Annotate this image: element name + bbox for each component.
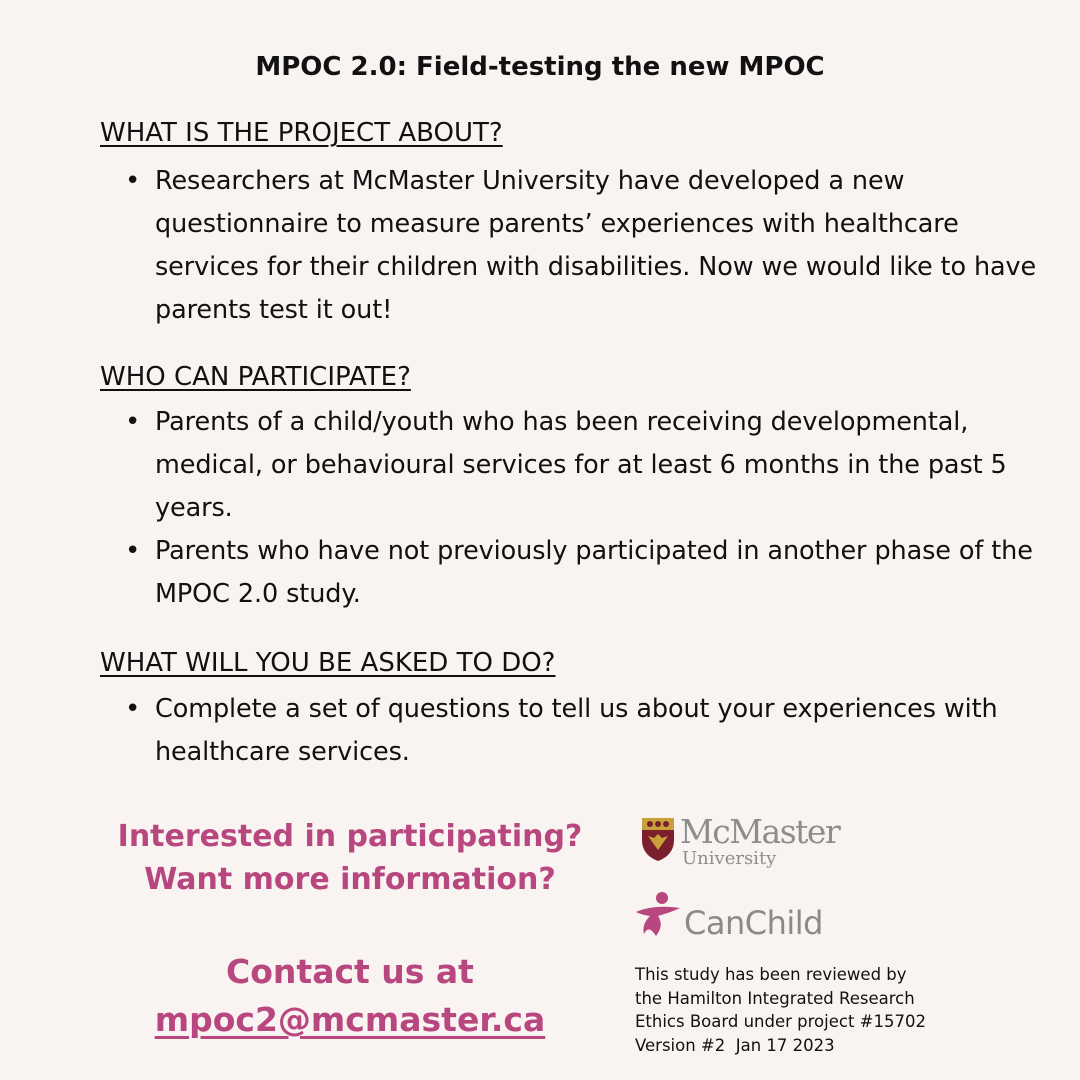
ethics-line: the Hamilton Integrated Research	[635, 988, 915, 1008]
canchild-logo	[632, 890, 842, 945]
email-link[interactable]: mpoc2@mcmaster.ca	[154, 1000, 546, 1039]
section-heading-participate: WHO CAN PARTICIPATE?	[100, 362, 411, 392]
participate-bullet-list	[125, 401, 1045, 616]
interest-prompt	[95, 815, 605, 901]
interest-line: Interested in participating?	[117, 819, 583, 854]
list-item: • Researchers at McMaster University have developed a new questionnaire to measure parents’ experiences with healthcare services for their children with disabilities. Now we would like to have parents test it out!	[125, 160, 1045, 332]
page-title: MPOC 2.0: Field-testing the new MPOC	[255, 52, 825, 82]
version-line: Version #2 Jan 17 2023	[635, 1035, 835, 1055]
ethics-line: This study has been reviewed by	[635, 965, 907, 984]
mcmaster-crest-icon	[640, 816, 676, 862]
canchild-figure-icon	[632, 890, 684, 940]
mcmaster-subtitle: University	[682, 848, 777, 869]
contact-block	[95, 948, 605, 1044]
section-heading-project: WHAT IS THE PROJECT ABOUT?	[100, 118, 503, 148]
list-item: • Complete a set of questions to tell us about your experiences with healthcare services.	[125, 688, 1045, 774]
canchild-wordmark: CanChild	[684, 904, 823, 942]
section-heading-asked: WHAT WILL YOU BE ASKED TO DO?	[100, 648, 556, 678]
mcmaster-wordmark: McMaster	[680, 812, 840, 851]
ethics-line: Ethics Board under project #15702	[635, 1012, 926, 1031]
mcmaster-logo	[640, 812, 840, 872]
contact-label: Contact us at	[226, 952, 474, 991]
info-line: Want more information?	[144, 862, 556, 897]
list-item: • Parents of a child/youth who has been receiving developmental, medical, or behavioural services for at least 6 months in the past 5 years.	[125, 401, 1045, 530]
list-item: • Parents who have not previously participated in another phase of the MPOC 2.0 study.	[125, 530, 1045, 616]
ethics-statement	[635, 963, 1055, 1057]
asked-bullet-list	[125, 688, 1045, 774]
project-bullet-list	[125, 160, 1045, 332]
